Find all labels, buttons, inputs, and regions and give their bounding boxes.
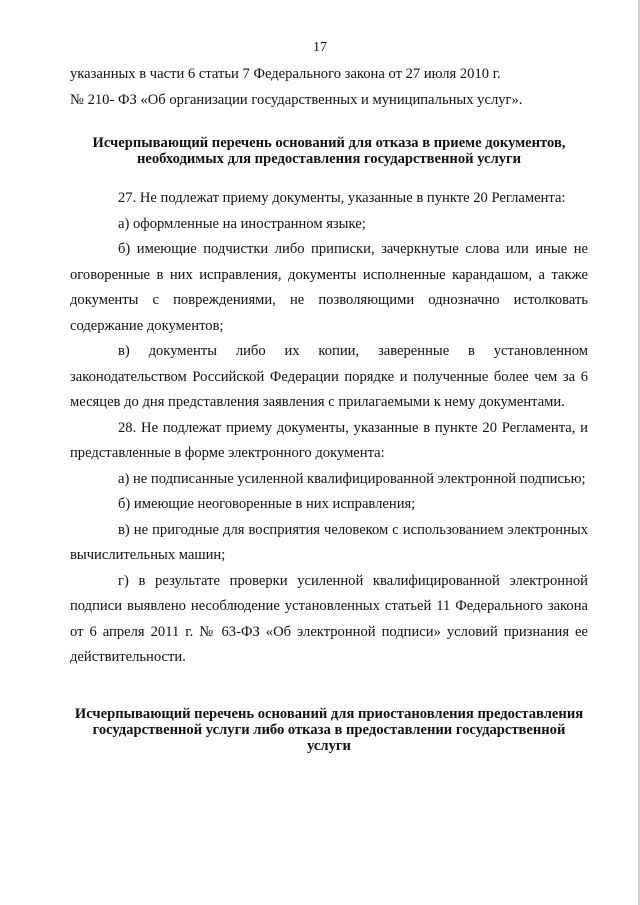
paragraph-28-item-g: г) в результате проверки усиленной квалифицированной электронной подписи выявлено несоблюдение установленных статьей 11 Федерального закона от 6 апреля 2011 г. № 63-ФЗ «Об электронной подписи» условий признания ее действительности. xyxy=(70,572,588,665)
section-heading-refusal-acceptance: Исчерпывающий перечень оснований для отказа в приеме документов, необходимых для предоставления государственной услуги xyxy=(92,135,566,167)
paragraph-27-item-b: б) имеющие подчистки либо приписки, зачеркнутые слова или иные не оговоренные в них исправления, документы исполненные карандашом, а также документы с повреждениями, не позволяющими однозначно истолковать содержание документов; xyxy=(70,241,588,334)
paragraph-28-item-a: а) не подписанные усиленной квалифицированной электронной подписью; xyxy=(118,470,586,487)
intro-line-2: № 210- ФЗ «Об организации государственных и муниципальных услуг». xyxy=(70,91,523,108)
document-body xyxy=(70,62,588,754)
paragraph-27-item-a: а) оформленные на иностранном языке; xyxy=(118,215,366,232)
intro-line-1: указанных в части 6 статьи 7 Федерального закона от 27 июля 2010 г. xyxy=(70,66,501,82)
paragraph-28-item-v: в) не пригодные для восприятия человеком с использованием электронных вычислительных машин; xyxy=(70,521,588,563)
paragraph-28: 28. Не подлежат приему документы, указанные в пункте 20 Регламента, и представленные в форме электронного документа: xyxy=(70,419,588,461)
paragraph-27: 27. Не подлежат приему документы, указанные в пункте 20 Регламента: xyxy=(118,190,566,206)
page-number: 17 xyxy=(313,40,327,55)
paragraph-27-item-v: в) документы либо их копии, заверенные в установленном законодательством Российской Федерации порядке и полученные более чем за 6 месяцев до дня представления заявления с прилагаемыми к нему документами. xyxy=(70,343,588,410)
paragraph-28-item-b: б) имеющие неоговоренные в них исправления; xyxy=(118,496,416,512)
section-heading-suspension-refusal: Исчерпывающий перечень оснований для приостановления предоставления государственной услуги либо отказа в предоставлении государственной услуги xyxy=(74,705,584,754)
